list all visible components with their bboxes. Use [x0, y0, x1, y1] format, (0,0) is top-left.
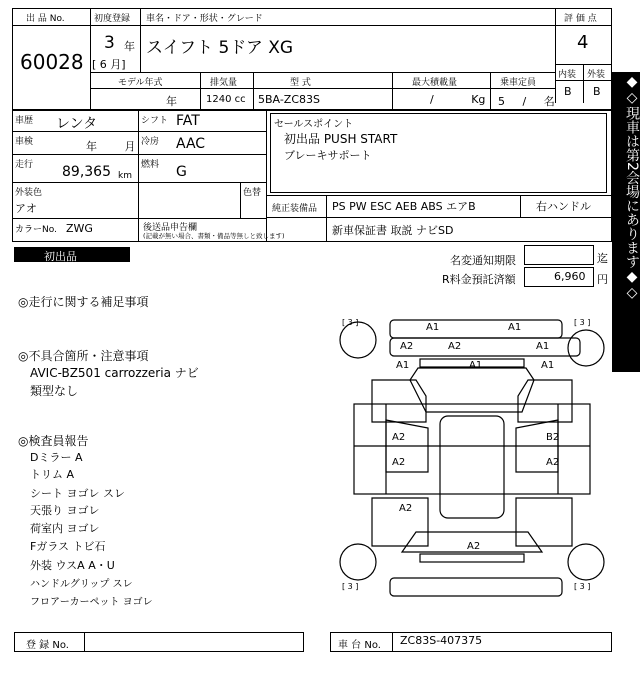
- defect-1: AVIC-BZ501 carrozzeria ナビ: [30, 366, 199, 380]
- history-label: 車歴: [15, 116, 34, 126]
- damage-mark: A1: [396, 360, 410, 371]
- reg-year: 3: [104, 33, 115, 53]
- shift-label: シフト: [141, 116, 169, 126]
- tire-rr: [568, 544, 604, 580]
- model-label: 型 式: [290, 78, 311, 88]
- name-change-label: 名変通知期限: [450, 254, 516, 267]
- car-damage-diagram: [336, 316, 612, 602]
- tire-label-br: [ 3 ]: [574, 582, 591, 591]
- fuel: G: [176, 164, 187, 180]
- score-label: 評 価 点: [564, 14, 597, 24]
- ext-color-label: 外装色: [15, 188, 43, 198]
- damage-mark: A2: [400, 341, 414, 352]
- recycle-unit: 円: [597, 273, 608, 286]
- inspector-item: シート ヨゴレ スレ: [30, 487, 125, 500]
- ac: AAC: [176, 136, 206, 152]
- interior-score: B: [564, 85, 572, 98]
- recycle-amount: 6,960: [554, 270, 586, 283]
- inspector-item: ハンドルグリップ スレ: [30, 579, 133, 590]
- car-name-label: 車名・ドア・形状・グレード: [146, 14, 263, 24]
- damage-mark: A1: [536, 341, 550, 352]
- tire-fl: [340, 322, 376, 358]
- inspector-item: 天張り ヨゴレ: [30, 504, 100, 517]
- exterior-score: B: [593, 85, 601, 98]
- exterior-label: 外装: [587, 70, 606, 80]
- fuel-label: 燃料: [141, 160, 160, 170]
- damage-mark: A1: [426, 322, 440, 333]
- damage-mark: A1: [508, 322, 522, 333]
- defect-2: 類型なし: [30, 384, 79, 398]
- tire-rl: [340, 544, 376, 580]
- tire-label-tr: [ 3 ]: [574, 318, 591, 327]
- sales-point-label: セールスポイント: [274, 119, 354, 130]
- color-no-label: カラーNo.: [15, 225, 57, 235]
- name-change-field: [524, 245, 594, 265]
- chassis-no: ZC83S-407375: [400, 634, 483, 647]
- defects-title: ◎不具合箇所・注意事項: [18, 349, 149, 363]
- damage-mark: A1: [541, 360, 555, 371]
- damage-mark: A2: [448, 341, 462, 352]
- sales-point-2: ブレーキサポート: [284, 149, 372, 162]
- shift: FAT: [176, 113, 200, 129]
- tire-label-tl: [ 3 ]: [342, 318, 359, 327]
- ext-color: アオ: [15, 202, 37, 215]
- inspector-item: Fガラス トビ石: [30, 540, 106, 553]
- interior-label: 内装: [558, 70, 577, 80]
- reg-year-unit: 年: [124, 40, 135, 53]
- damage-mark: A2: [399, 503, 413, 514]
- damage-mark: A2: [392, 432, 406, 443]
- model-year-unit: 年: [166, 95, 177, 108]
- sales-point-1: 初出品 PUSH START: [284, 132, 398, 146]
- damage-mark: A2: [392, 457, 406, 468]
- equipment: PS PW ESC AEB ABS エアB: [332, 200, 476, 213]
- tire-label-bl: [ 3 ]: [342, 582, 359, 591]
- displacement-label: 排気量: [210, 78, 238, 88]
- max-load: / Kg: [430, 93, 486, 106]
- score: 4: [577, 32, 589, 53]
- inspection-label: 車検: [15, 137, 34, 147]
- damage-mark: B2: [546, 432, 560, 443]
- inspector-item: トリム A: [30, 468, 75, 481]
- side-banner-text: ◆◇現車は第2会場にあります◆◇: [624, 74, 640, 301]
- mileage-unit: km: [118, 171, 132, 181]
- first-listing-text: 初出品: [44, 250, 77, 263]
- capacity: 5 / 名: [498, 95, 555, 108]
- damage-mark: A2: [467, 541, 481, 552]
- inspector-item: 外装 ウスA A・U: [30, 559, 115, 572]
- reg-month: [ 6 月]: [92, 58, 126, 71]
- recycle-label: R料金預託済額: [442, 273, 516, 286]
- model-code: 5BA-ZC83S: [258, 93, 320, 106]
- warranty: 新車保証書 取説 ナビSD: [332, 224, 454, 237]
- capacity-label: 乗車定員: [500, 78, 537, 88]
- inspection: 年 月: [86, 140, 136, 153]
- displacement: 1240 cc: [206, 94, 246, 105]
- post-docs-label: 後送品申告欄: [143, 223, 198, 233]
- inspector-item: フロアーカーペット ヨゴレ: [30, 597, 153, 608]
- tire-fr: [568, 330, 604, 366]
- inspector-item: Dミラー A: [30, 451, 83, 464]
- post-docs-note: (記載が無い場合、書類・備品等無しと致します): [143, 232, 285, 240]
- driving-notes-title: ◎走行に関する補足事項: [18, 295, 149, 309]
- mileage-label: 走行: [15, 160, 34, 170]
- damage-mark: A1: [469, 360, 483, 371]
- reg-no-label: 登 録 No.: [26, 640, 69, 651]
- color-change-label: 色替: [243, 188, 262, 198]
- color-no: ZWG: [66, 222, 93, 235]
- damage-mark: A2: [546, 457, 560, 468]
- ac-label: 冷房: [141, 137, 160, 147]
- mileage: 89,365: [62, 164, 111, 180]
- car-name: スイフト 5ドア XG: [146, 38, 294, 58]
- steering: 右ハンドル: [536, 200, 591, 213]
- name-change-unit: 迄: [597, 252, 608, 265]
- history: レンタ: [56, 116, 98, 132]
- equipment-label: 純正装備品: [272, 204, 318, 214]
- inspector-title: ◎検査員報告: [18, 434, 89, 448]
- inspector-item: 荷室内 ヨゴレ: [30, 522, 100, 535]
- chassis-label: 車 台 No.: [338, 640, 381, 651]
- lot-no-label: 出 品 No.: [26, 14, 65, 24]
- model-year-label: モデル年式: [118, 78, 163, 88]
- lot-no: 60028: [20, 50, 84, 74]
- first-reg-label: 初度登録: [94, 14, 131, 24]
- max-load-label: 最大積載量: [412, 78, 458, 88]
